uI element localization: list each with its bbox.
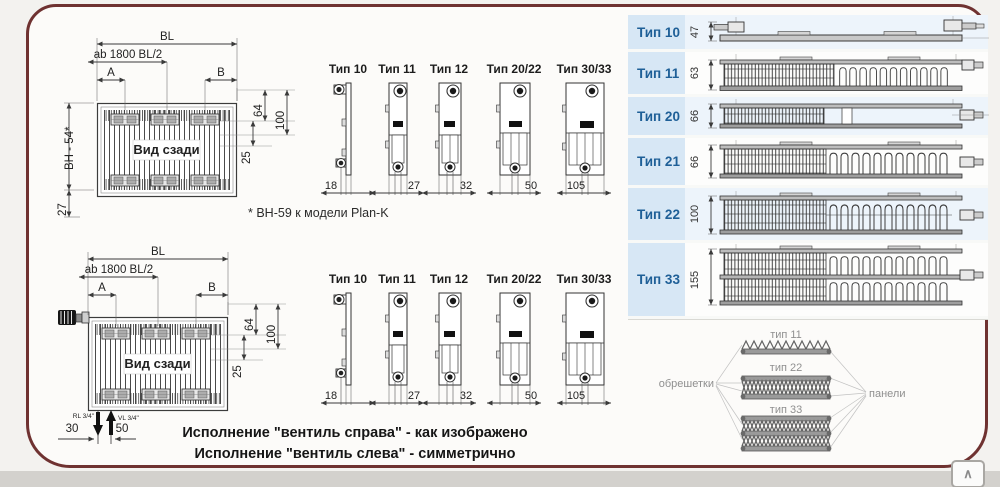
profile-label: Тип 11 — [378, 62, 416, 76]
section-drawing-type33 — [706, 243, 990, 316]
dim-bh: ВН - 54* — [64, 126, 76, 170]
rl-label: RL 3/4" — [72, 413, 94, 420]
dim-25: 25 — [232, 365, 244, 378]
dim-ab: ab 1800 BL/2 — [93, 49, 163, 61]
profile-drawing-type12 — [418, 79, 480, 203]
dim-50: 50 — [115, 423, 129, 435]
dim-a: A — [107, 67, 115, 79]
profile-width: 105 — [566, 180, 586, 192]
section-drawing-type22 — [706, 188, 990, 240]
profile-slot-type3033 — [553, 272, 615, 418]
profile-drawing-type2022 — [483, 79, 545, 203]
dim-b: B — [217, 67, 225, 79]
profile-label: Тип 10 — [328, 272, 368, 286]
type-height: 63 — [689, 66, 702, 80]
dim-100: 100 — [275, 110, 287, 130]
profile-drawing-type12 — [418, 289, 480, 413]
type-height: 155 — [689, 270, 702, 289]
dim-27: 27 — [57, 203, 69, 216]
rear-view-drawing-top — [30, 24, 310, 229]
dim-64: 64 — [244, 318, 256, 331]
profile-label: Тип 20/22 — [486, 62, 542, 76]
profile-label: Тип 20/22 — [486, 272, 542, 286]
profile-width: 27 — [407, 180, 421, 192]
profile-width: 27 — [407, 390, 421, 402]
watermark-glyph: ∧ — [963, 466, 973, 481]
type-label: Тип 11 — [628, 52, 685, 94]
profile-label: Тип 12 — [429, 272, 469, 286]
table-row-type22 — [628, 188, 988, 243]
flow-up-arrow-icon — [106, 410, 116, 435]
cluster-type22-label: тип 22 — [769, 362, 803, 374]
type-height: 66 — [689, 155, 702, 168]
profile-slot-type12 — [418, 272, 480, 418]
profile-label: Тип 30/33 — [556, 62, 612, 76]
table-row-type11 — [628, 52, 988, 97]
dim-a: A — [98, 282, 106, 294]
model-note: * ВН-59 к модели Plan-K — [248, 206, 389, 220]
profile-width: 105 — [566, 390, 586, 402]
profile-slot-type3033 — [553, 62, 615, 208]
type-height: 100 — [689, 204, 702, 224]
caption-line-1: Исполнение "вентиль справа" - как изображено — [182, 425, 528, 441]
valve-icon — [58, 310, 89, 325]
dim-bl: BL — [150, 246, 166, 258]
dim-25: 25 — [241, 151, 253, 164]
type-label: Тип 22 — [628, 188, 685, 240]
bottom-strip — [0, 471, 1000, 487]
profile-width: 18 — [324, 180, 338, 192]
profile-drawing-type3033 — [553, 79, 615, 203]
profile-label: Тип 30/33 — [556, 272, 612, 286]
profile-width: 50 — [524, 390, 538, 402]
profile-slot-type12 — [418, 62, 480, 208]
type-label: Тип 33 — [628, 243, 685, 316]
cluster-type11-label: тип 11 — [770, 329, 802, 341]
dim-bl: BL — [159, 31, 175, 43]
section-drawing-type21 — [706, 138, 990, 185]
panel-structure-diagram — [640, 320, 970, 462]
dim-30: 30 — [65, 423, 79, 435]
dim-64: 64 — [253, 104, 265, 117]
profile-width: 32 — [459, 390, 473, 402]
rear-view-label: Вид сзади — [133, 142, 200, 157]
vl-label: VL 3/4" — [118, 415, 139, 422]
caption-line-2: Исполнение "вентиль слева" - симметрично — [194, 446, 516, 462]
profile-slot-type2022 — [483, 272, 545, 418]
type-height: 47 — [689, 25, 702, 39]
profile-width: 32 — [459, 180, 473, 192]
section-drawing-type20 — [706, 97, 990, 135]
profile-width: 50 — [524, 180, 538, 192]
dim-b: B — [208, 282, 216, 294]
table-row-type33 — [628, 243, 988, 319]
flow-down-arrow-icon — [93, 412, 103, 436]
cluster-left-label: обрешетки — [658, 378, 714, 390]
watermark-logo — [951, 460, 985, 487]
rear-view-label: Вид сзади — [124, 356, 191, 371]
section-drawing-type11 — [706, 52, 990, 94]
rear-view-drawing-bottom — [10, 240, 325, 452]
type-label: Тип 20 — [628, 97, 685, 135]
type-height: 66 — [689, 109, 702, 123]
profile-drawing-type2022 — [483, 289, 545, 413]
cluster-right-label: панели — [869, 388, 906, 400]
table-row-type20 — [628, 97, 988, 138]
type-label: Тип 10 — [628, 15, 685, 49]
profile-label: Тип 12 — [429, 62, 469, 76]
section-drawing-type10 — [706, 15, 990, 49]
type-table — [628, 15, 988, 320]
profile-drawing-type3033 — [553, 289, 615, 413]
profile-label: Тип 10 — [328, 62, 368, 76]
table-row-type10 — [628, 15, 988, 52]
dim-ab: ab 1800 BL/2 — [84, 264, 154, 276]
cluster-type33-label: тип 33 — [769, 404, 803, 416]
profile-width: 18 — [324, 390, 338, 402]
dim-100: 100 — [266, 324, 278, 344]
profile-label: Тип 11 — [378, 272, 416, 286]
table-row-type21 — [628, 138, 988, 188]
profile-slot-type2022 — [483, 62, 545, 208]
type-label: Тип 21 — [628, 138, 685, 185]
caption — [140, 423, 570, 465]
